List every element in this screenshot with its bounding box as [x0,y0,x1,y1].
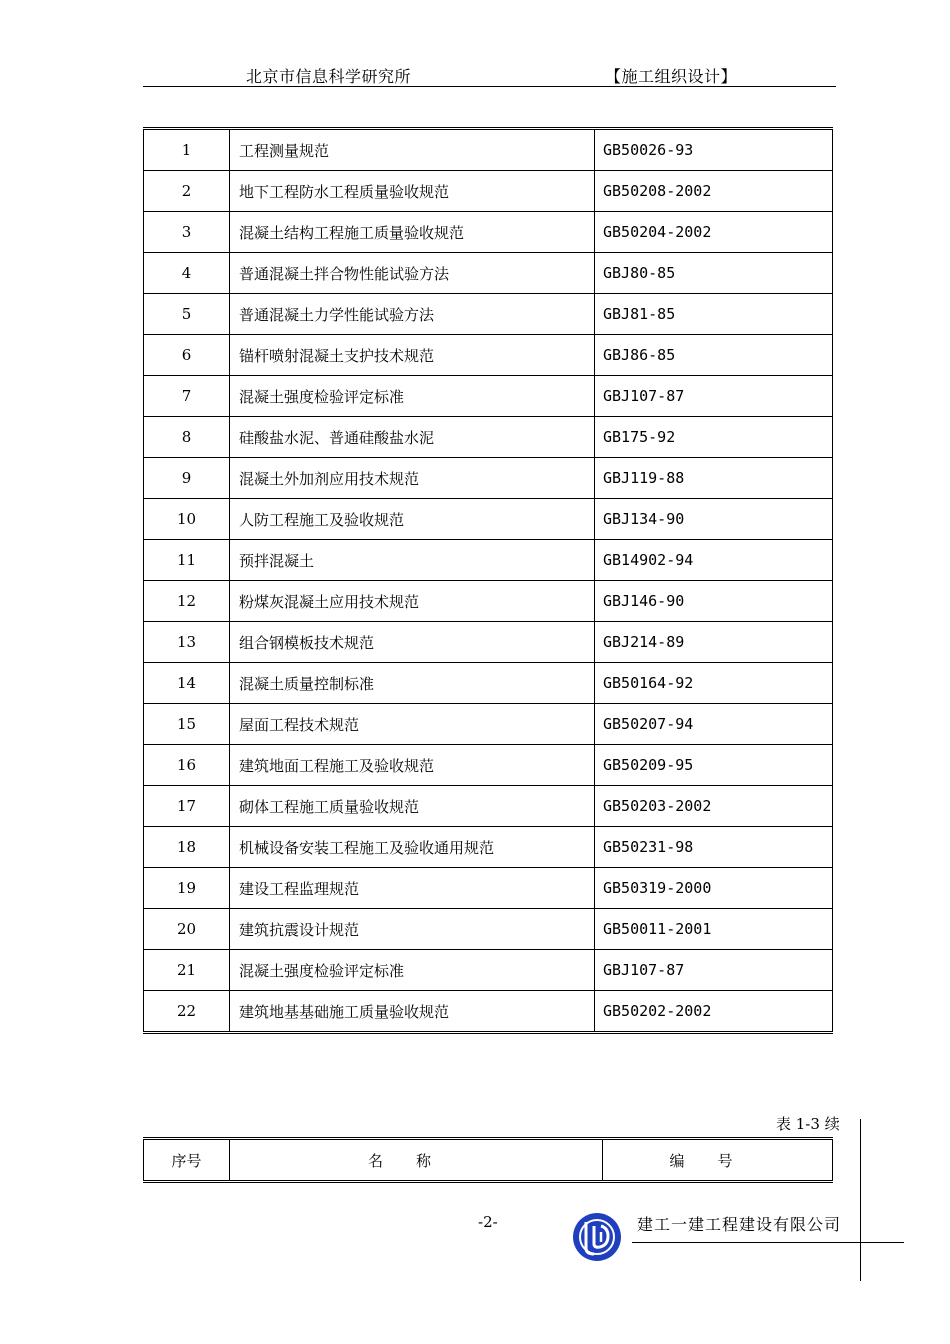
row-number: 7 [144,376,230,417]
standard-code: GBJ146-90 [595,581,833,622]
row-number: 19 [144,868,230,909]
standard-name: 屋面工程技术规范 [230,704,595,745]
standard-name: 人防工程施工及验收规范 [230,499,595,540]
standard-name: 普通混凝土拌合物性能试验方法 [230,253,595,294]
table-row [144,663,833,704]
header-institute: 北京市信息科学研究所 [246,67,412,86]
standard-code: GB50026-93 [595,129,833,171]
standard-name: 建设工程监理规范 [230,868,595,909]
row-number: 6 [144,335,230,376]
standard-code: GBJ81-85 [595,294,833,335]
row-number: 2 [144,171,230,212]
standard-name: 混凝土结构工程施工质量验收规范 [230,212,595,253]
row-number: 8 [144,417,230,458]
standard-name: 锚杆喷射混凝土支护技术规范 [230,335,595,376]
standards-table [143,127,833,1034]
standard-name: 建筑地基基础施工质量验收规范 [230,991,595,1033]
column-header-name-text: 名称 [367,1151,464,1170]
standard-code: GB50204-2002 [595,212,833,253]
row-number: 16 [144,745,230,786]
header-row [144,1139,833,1182]
column-header-number: 序号 [144,1139,230,1182]
row-number: 10 [144,499,230,540]
margin-line [860,1119,861,1281]
row-number: 17 [144,786,230,827]
table-row [144,376,833,417]
row-number: 3 [144,212,230,253]
footer-rule [632,1242,904,1243]
row-number: 11 [144,540,230,581]
table-row [144,991,833,1033]
standard-code: GB175-92 [595,417,833,458]
table-row [144,786,833,827]
standard-code: GB50319-2000 [595,868,833,909]
standard-code: GB50011-2001 [595,909,833,950]
table-row [144,171,833,212]
row-number: 18 [144,827,230,868]
row-number: 15 [144,704,230,745]
standard-code: GBJ134-90 [595,499,833,540]
table-row [144,417,833,458]
table-row [144,704,833,745]
page-number: -2- [478,1213,498,1231]
standard-name: 组合钢模板技术规范 [230,622,595,663]
standard-code: GB50202-2002 [595,991,833,1033]
standard-code: GBJ214-89 [595,622,833,663]
row-number: 1 [144,129,230,171]
table-row [144,581,833,622]
standard-name: 混凝土强度检验评定标准 [230,950,595,991]
table-row [144,909,833,950]
standard-name: 建筑抗震设计规范 [230,909,595,950]
standard-code: GB50208-2002 [595,171,833,212]
row-number: 13 [144,622,230,663]
standard-code: GB14902-94 [595,540,833,581]
table-row [144,868,833,909]
standard-code: GB50164-92 [595,663,833,704]
table-row [144,540,833,581]
standard-code: GBJ119-88 [595,458,833,499]
header-document-title: 【施工组织设计】 [605,67,738,86]
standard-name: 混凝土质量控制标准 [230,663,595,704]
column-header-name [230,1139,603,1182]
table-row [144,212,833,253]
table-caption: 表 1-3 续 [776,1115,840,1133]
row-number: 9 [144,458,230,499]
continuation-header-table [143,1137,833,1183]
table-row [144,499,833,540]
standard-code: GB50209-95 [595,745,833,786]
column-header-code [603,1139,833,1182]
table-row [144,458,833,499]
company-logo-graphic [572,1212,622,1262]
company-logo-icon [572,1212,622,1262]
standard-code: GB50207-94 [595,704,833,745]
row-number: 14 [144,663,230,704]
table-row [144,294,833,335]
table-row [144,335,833,376]
standard-name: 预拌混凝土 [230,540,595,581]
row-number: 22 [144,991,230,1033]
standard-name: 工程测量规范 [230,129,595,171]
table-row [144,622,833,663]
row-number: 12 [144,581,230,622]
header-rule [143,86,836,87]
standard-name: 建筑地面工程施工及验收规范 [230,745,595,786]
standard-name: 地下工程防水工程质量验收规范 [230,171,595,212]
table-row [144,827,833,868]
standard-code: GB50231-98 [595,827,833,868]
standard-name: 粉煤灰混凝土应用技术规范 [230,581,595,622]
row-number: 4 [144,253,230,294]
standard-code: GBJ107-87 [595,376,833,417]
table-row [144,253,833,294]
standard-code: GBJ80-85 [595,253,833,294]
standard-code: GBJ86-85 [595,335,833,376]
table-row [144,745,833,786]
standard-code: GB50203-2002 [595,786,833,827]
row-number: 20 [144,909,230,950]
standard-name: 硅酸盐水泥、普通硅酸盐水泥 [230,417,595,458]
row-number: 21 [144,950,230,991]
standard-name: 砌体工程施工质量验收规范 [230,786,595,827]
table-row [144,129,833,171]
standard-name: 混凝土强度检验评定标准 [230,376,595,417]
standard-name: 机械设备安装工程施工及验收通用规范 [230,827,595,868]
column-header-code-text: 编号 [669,1151,766,1170]
standard-code: GBJ107-87 [595,950,833,991]
standard-name: 混凝土外加剂应用技术规范 [230,458,595,499]
standards-table-body [144,129,833,1033]
table-row [144,950,833,991]
standard-name: 普通混凝土力学性能试验方法 [230,294,595,335]
row-number: 5 [144,294,230,335]
company-name: 建工一建工程建设有限公司 [637,1215,842,1234]
